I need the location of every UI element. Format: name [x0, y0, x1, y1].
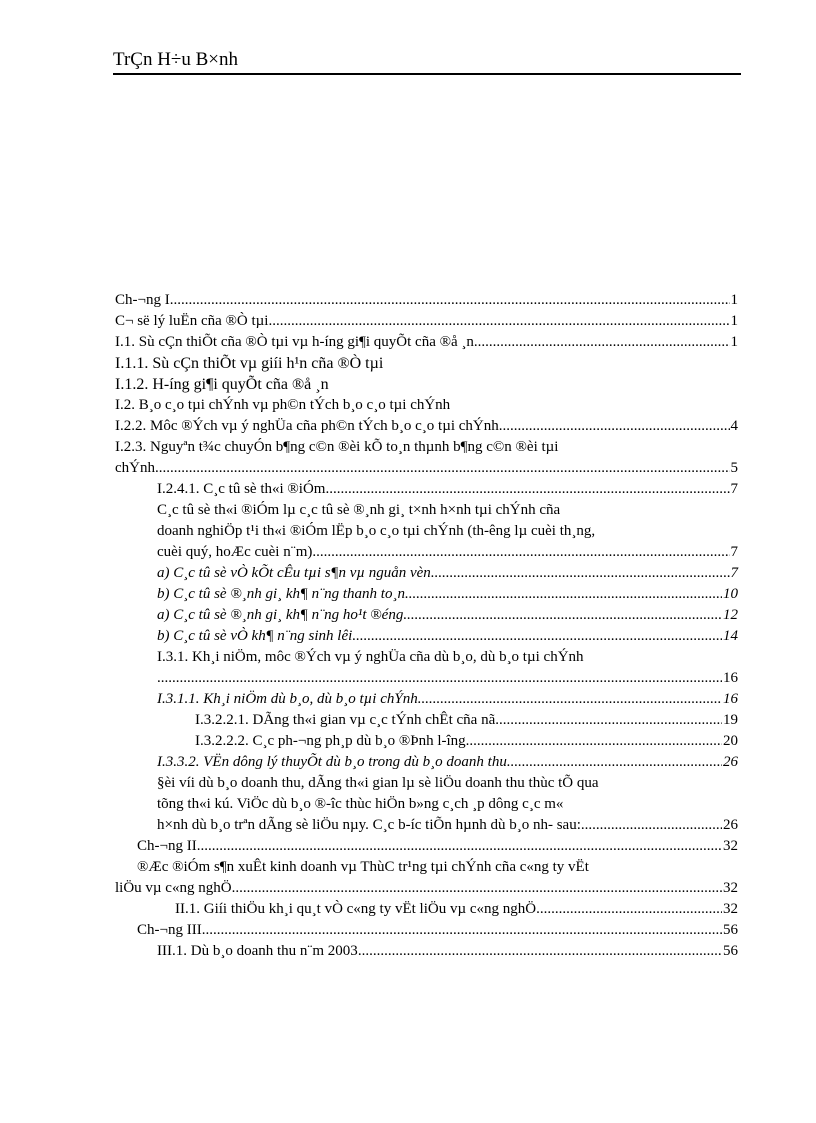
toc-page-number: 7 — [730, 544, 738, 560]
toc-page-number: 5 — [730, 460, 738, 476]
toc-page-number: 10 — [723, 586, 738, 602]
toc-entry[interactable] — [115, 311, 738, 332]
toc-entry[interactable] — [115, 416, 738, 437]
toc-entry-text-line: ®Æc ®iÓm s¶n xuÊt kinh doanh vµ ThùC tr¹ng tµi chÝnh cña c«ng ty vËt — [137, 859, 589, 875]
toc-entry[interactable] — [157, 689, 738, 710]
toc-entry-text: Ch-¬ng III — [137, 922, 202, 938]
toc-entry-text: I.3.1.1. Kh¸i niÖm dù b¸o, dù b¸o tµi chÝnh — [157, 691, 418, 707]
toc-entry-text: a) C¸c tû sè vÒ kÕt cÊu tµi s¶n vµ nguån vèn — [157, 565, 431, 581]
leader-dots — [325, 479, 729, 500]
toc-page-number: 20 — [723, 733, 738, 749]
toc-entry-text-line: chÝnh — [115, 460, 155, 476]
toc-entry-text: I.2.2. Môc ®Ých vµ ý nghÜa cña ph©n tÝch b¸o c¸o tµi chÝnh — [115, 418, 499, 434]
leader-dots — [581, 815, 722, 836]
toc-page-number: 56 — [723, 922, 738, 938]
leader-dots — [418, 689, 722, 710]
toc-entry-text-line: C¸c tû sè th«i ®iÓm lµ c¸c tû sè ®¸nh gi¸ t×nh h×nh tµi chÝnh cña — [157, 502, 561, 518]
toc-page-number: 26 — [723, 817, 738, 833]
leader-dots — [358, 941, 722, 962]
toc-entry-text: Ch-¬ng I — [115, 292, 170, 308]
toc-entry-text: a) C¸c tû sè ®¸nh gi¸ kh¶ n¨ng ho¹t ®éng — [157, 607, 404, 623]
toc-entry-text: b) C¸c tû sè ®¸nh gi¸ kh¶ n¨ng thanh to¸n — [157, 586, 405, 602]
toc-page-number: 16 — [723, 691, 738, 707]
toc-page-number: 4 — [730, 418, 738, 434]
toc-page-number: 16 — [723, 670, 738, 686]
toc-page-number: 32 — [723, 880, 738, 896]
toc-entry[interactable] — [157, 752, 738, 773]
toc-page-number: 14 — [723, 628, 738, 644]
toc-entry-text-line: I.2.3. Nguyªn t¾c chuyÓn b¶ng c©n ®èi kÕ to¸n thµnh b¶ng c©n ®èi tµi — [115, 439, 559, 455]
toc-entry[interactable] — [115, 290, 738, 311]
leader-dots — [507, 752, 722, 773]
page-header — [113, 49, 741, 75]
toc-entry[interactable] — [157, 626, 738, 647]
toc-entry[interactable] — [157, 605, 738, 626]
leader-dots — [232, 878, 722, 899]
toc-entry-text: I.3.2.2.2. C¸c ph-¬ng ph¸p dù b¸o ®Þnh l-îng — [195, 733, 466, 749]
toc-entry[interactable] — [137, 920, 738, 941]
leader-dots — [536, 899, 722, 920]
toc-page-number: 26 — [723, 754, 738, 770]
leader-dots — [466, 731, 722, 752]
toc-entry[interactable] — [157, 941, 738, 962]
toc-entry-text-line: liÖu vµ c«ng nghÖ — [115, 880, 232, 896]
toc-entry-text: I.1. Sù cÇn thiÕt cña ®Ò tµi vµ h-íng gi¶i quyÕt cña ®å ¸n — [115, 334, 474, 350]
toc-entry[interactable] — [157, 563, 738, 584]
toc-entry-text: III.1. Dù b¸o doanh thu n¨m 2003 — [157, 943, 358, 959]
toc-entry[interactable] — [157, 773, 738, 836]
toc-entry-text: I.3.3.2. VËn dông lý thuyÕt dù b¸o trong dù b¸o doanh thu — [157, 754, 507, 770]
toc-page-number: 32 — [723, 838, 738, 854]
toc-entry[interactable] — [157, 584, 738, 605]
toc-page-number: 19 — [723, 712, 738, 728]
leader-dots — [202, 920, 722, 941]
toc-page-number: 7 — [730, 565, 738, 581]
toc-page-number: 1 — [730, 334, 738, 350]
toc-entry-text: Ch-¬ng II — [137, 838, 197, 854]
toc-entry-text: I.2.4.1. C¸c tû sè th«i ®iÓm — [157, 481, 326, 497]
leader-dots — [499, 416, 730, 437]
leader-dots — [170, 290, 730, 311]
toc-entry[interactable] — [195, 731, 738, 752]
leader-dots — [197, 836, 722, 857]
toc-entry[interactable] — [157, 500, 738, 563]
leader-dots — [403, 605, 722, 626]
toc-page-number: 12 — [723, 607, 738, 623]
leader-dots — [474, 332, 730, 353]
toc-entry-text-line: tõng th«i kú. ViÖc dù b¸o ®-îc thùc hiÖn b»ng c¸ch ¸p dông c¸c m« — [157, 796, 564, 812]
toc-page-number: 1 — [730, 313, 738, 329]
leader-dots — [157, 668, 722, 689]
leader-dots — [352, 626, 722, 647]
toc-entry-text: b) C¸c tû sè vÒ kh¶ n¨ng sinh lêi — [157, 628, 353, 644]
toc-page-number: 32 — [723, 901, 738, 917]
toc-entry[interactable] — [157, 647, 738, 689]
leader-dots — [405, 584, 722, 605]
toc-entry[interactable] — [115, 857, 738, 899]
toc-entry[interactable] — [157, 479, 738, 500]
toc-entry[interactable] — [115, 332, 738, 353]
leader-dots — [312, 542, 729, 563]
leader-dots — [155, 458, 730, 479]
toc-entry-text-line: §èi víi dù b¸o doanh thu, dÃng th«i gian lµ sè liÖu doanh thu thùc tÕ qua — [157, 775, 599, 791]
toc-entry-text-line: h×nh dù b¸o trªn dÃng sè liÖu nµy. C¸c b-íc tiÕn hµnh dù b¸o nh- sau: — [157, 817, 581, 833]
toc-entry[interactable] — [115, 437, 738, 479]
toc-entry[interactable] — [195, 710, 738, 731]
toc-entry[interactable] — [175, 899, 738, 920]
toc-entry-text: I.3.2.2.1. DÃng th«i gian vµ c¸c tÝnh chÊt cña nã — [195, 712, 496, 728]
toc-entry[interactable] — [115, 374, 738, 395]
toc-entry-text-line: cuèi quý, hoÆc cuèi n¨m) — [157, 544, 313, 560]
header-title: TrÇn H÷u B×nh — [113, 49, 238, 70]
toc-entry[interactable] — [137, 836, 738, 857]
table-of-contents — [115, 290, 738, 962]
leader-dots — [431, 563, 730, 584]
toc-entry-text: C¬ së lý luËn cña ®Ò tµi — [115, 313, 269, 329]
toc-entry-text: I.1.2. H-íng gi¶i quyÕt cña ®å ¸n — [115, 376, 329, 393]
toc-page-number: 1 — [730, 292, 738, 308]
toc-entry-text-line: doanh nghiÖp t¹i th«i ®iÓm lËp b¸o c¸o tµi chÝnh (th-êng lµ cuèi th¸ng, — [157, 523, 596, 539]
toc-page-number: 7 — [730, 481, 738, 497]
toc-entry[interactable] — [115, 395, 738, 416]
toc-entry-text-line: I.3.1. Kh¸i niÖm, môc ®Ých vµ ý nghÜa cña dù b¸o, dù b¸o tµi chÝnh — [157, 649, 584, 665]
leader-dots — [495, 710, 722, 731]
toc-page-number: 56 — [723, 943, 738, 959]
toc-entry[interactable] — [115, 353, 738, 374]
toc-entry-text: I.2. B¸o c¸o tµi chÝnh vµ ph©n tÝch b¸o c¸o tµi chÝnh — [115, 397, 451, 413]
leader-dots — [268, 311, 729, 332]
toc-entry-text: II.1. Giíi thiÖu kh¸i qu¸t vÒ c«ng ty vËt liÖu vµ c«ng nghÖ — [175, 901, 537, 917]
toc-entry-text: I.1.1. Sù cÇn thiÕt vµ giíi h¹n cña ®Ò tµi — [115, 355, 384, 372]
